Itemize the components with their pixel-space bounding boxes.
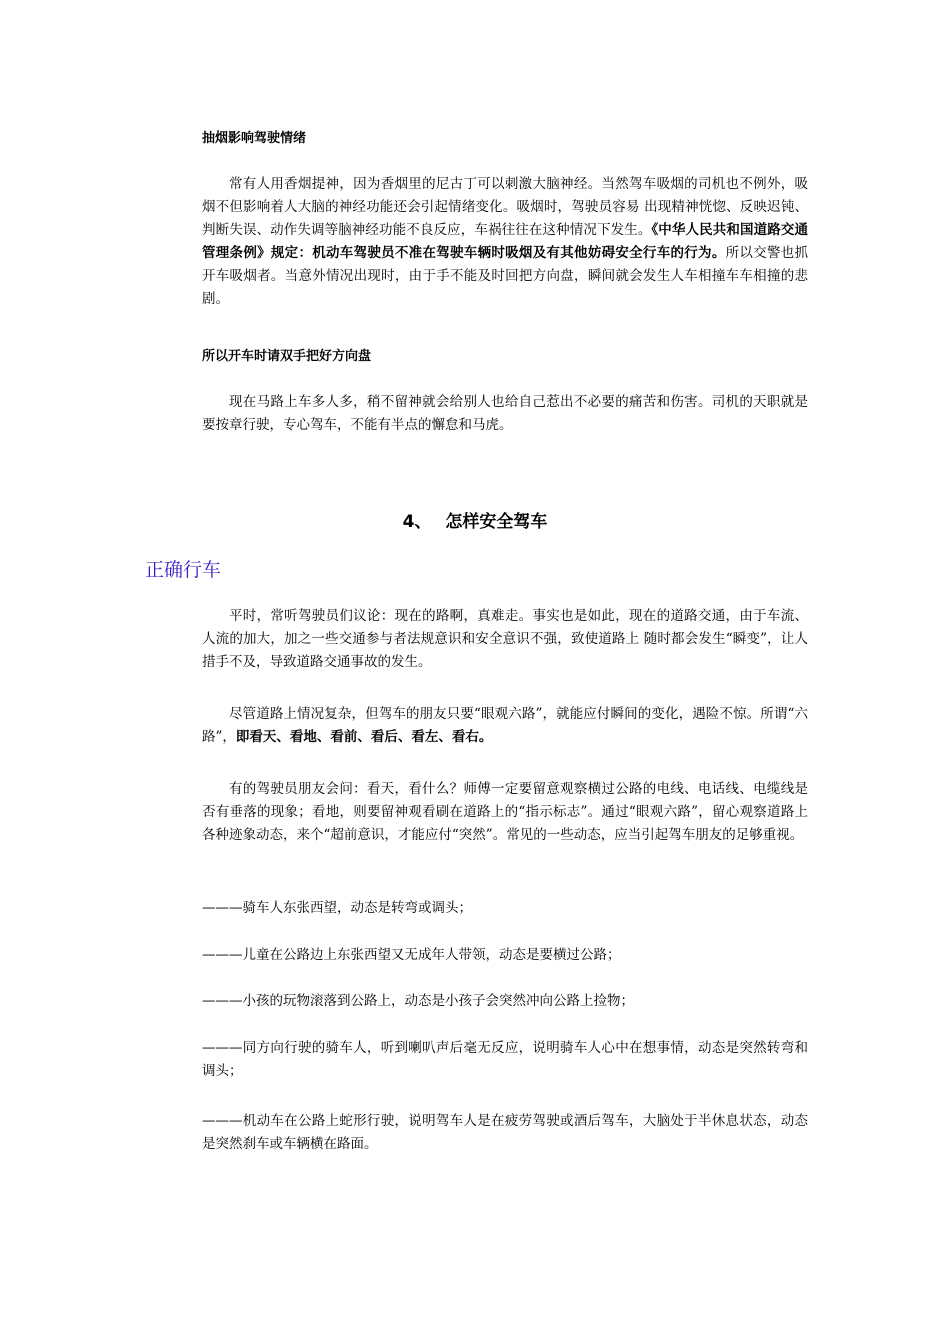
- list-item: ———同方向行驶的骑车人，听到喇叭声后毫无反应，说明骑车人心中在想事情，动态是突然转弯和调头；: [202, 1040, 808, 1079]
- paragraph-observe: 有的驾驶员朋友会问：看天，看什么？师傅一定要留意观察横过公路的电线、电话线、电缆线是否有垂落的现象；看地，则要留神观看刷在道路上的“指示标志”。通过“眼观六路”，留心观察道路上各种迹象动态，来个“超前意识，才能应付“突然”。常见的一些动态，应当引起驾车朋友的足够重视。: [202, 781, 808, 843]
- list-item: ———骑车人东张西望，动态是转弯或调头；: [202, 900, 472, 916]
- paragraph-steering: 现在马路上车多人多，稍不留神就会给别人也给自己惹出不必要的痛苦和伤害。司机的天职就是要按章行驶，专心驾车，不能有半点的懈怠和马虎。: [202, 394, 808, 433]
- section-heading-smoking: 抽烟影响驾驶情绪: [202, 131, 307, 146]
- paragraph-text: 常有人用香烟提神，因为香烟里的尼古丁可以刺激大脑神经。当然驾车吸烟的司机也不例外，吸烟不但影响着人大脑的神经功能还会引起情绪变化。吸烟时，驾驶员容易 出现精神恍惚、反映迟钝、判断失误、动作失调等脑神经功能不良反应，车祸往往在这种情况下发生。: [202, 176, 808, 238]
- subsection-title: 正确行车: [145, 559, 222, 581]
- paragraph-bold-regulation: 《中华人民共和国道路交通管理条例》规定：机动车驾驶员不准在驾驶车辆时吸烟及有其他妨碍安全行车的行为。: [202, 222, 808, 261]
- paragraph-text: 尽管道路上情况复杂，但驾车的朋友只要“眼观六路”，就能应付瞬间的变化，遇险不惊。所谓“六路”，: [202, 706, 808, 745]
- paragraph-traffic: 平时，常听驾驶员们议论：现在的路啊，真难走。事实也是如此，现在的道路交通，由于车流、人流的加大，加之一些交通参与者法规意识和安全意识不强，致使道路上 随时都会发生“瞬变”，让人措手不及，导致道路交通事故的发生。: [202, 608, 808, 670]
- paragraph-six-roads: [202, 703, 808, 749]
- list-item: ———小孩的玩物滚落到公路上，动态是小孩子会突然冲向公路上捡物；: [202, 993, 634, 1009]
- chapter-title: [0, 511, 950, 533]
- chapter-number: 4、: [402, 512, 432, 532]
- chapter-title-text: 怎样安全驾车: [445, 512, 548, 532]
- list-item: ———儿童在公路边上东张西望又无成年人带领，动态是要横过公路；: [202, 947, 621, 963]
- paragraph-smoking: [202, 173, 808, 311]
- paragraph-text: 所以交警也抓开车吸烟者。当意外情况出现时，由于手不能及时回把方向盘，瞬间就会发生人车相撞车车相撞的悲剧。: [202, 245, 809, 307]
- list-item: ———机动车在公路上蛇形行驶，说明驾车人是在疲劳驾驶或酒后驾车，大脑处于半休息状态，动态是突然刹车或车辆横在路面。: [202, 1113, 808, 1152]
- section-heading-steering: 所以开车时请双手把好方向盘: [202, 349, 372, 364]
- paragraph-bold-six-roads: 即看天、看地、看前、看后、看左、看右。: [235, 729, 493, 745]
